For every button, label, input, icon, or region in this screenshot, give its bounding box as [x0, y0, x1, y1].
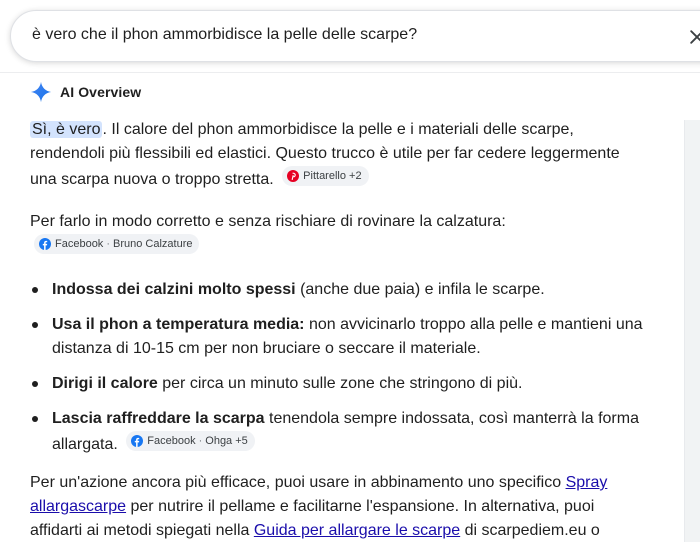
pinterest-icon — [287, 170, 299, 182]
highlighted-answer: Sì, è vero — [32, 121, 101, 138]
spray-link[interactable]: Spray allargascarpe — [30, 474, 608, 515]
list-item — [30, 372, 650, 396]
source-chip-ohga[interactable]: Facebook · Ohga +5 — [126, 431, 255, 451]
step-title: Dirigi il calore — [52, 375, 158, 392]
source-chip-pittarello[interactable] — [282, 166, 368, 186]
ai-overview-header — [30, 80, 141, 104]
step-text: (anche due paia) e infila le scarpe. — [295, 281, 545, 298]
source-chip-site: Facebook — [147, 435, 196, 447]
search-input[interactable]: è vero che il phon ammorbidisce la pelle delle scarpe? — [32, 26, 418, 43]
outro-paragraph — [30, 471, 650, 542]
close-icon[interactable] — [687, 27, 700, 47]
method-paragraph — [30, 210, 650, 260]
scrollbar[interactable] — [684, 120, 700, 542]
step-text: per circa un minuto sulle zone che stringono di più. — [157, 375, 523, 392]
list-item — [30, 278, 650, 302]
source-chip-author: Bruno Calzature — [112, 238, 193, 250]
step-title: Lascia raffreddare la scarpa — [52, 410, 265, 427]
search-bar[interactable] — [10, 10, 700, 62]
list-item — [30, 407, 650, 457]
step-title: Indossa dei calzini molto spessi — [52, 281, 296, 298]
source-chip-bruno-calzature[interactable]: Facebook · Bruno Calzature — [34, 234, 199, 254]
sparkle-icon — [30, 81, 52, 103]
intro-text: . Il calore del phon ammorbidisce la pelle e i materiali delle scarpe, rendendoli più flessibili ed elastici. Questo trucco è utile per far cedere leggermente una scarpa nuova o troppo stretta. — [30, 121, 620, 188]
step-title: Usa il phon a temperatura media: — [52, 316, 305, 333]
list-item — [30, 313, 650, 361]
step-text: non avvicinarlo troppo alla pelle e mantieni una distanza di 10-15 cm per non bruciare o seccare il materiale. — [52, 316, 643, 357]
source-chip-label: Pittarello +2 — [303, 170, 362, 182]
method-text: Per farlo in modo corretto e senza rischiare di rovinare la calzatura: — [30, 213, 506, 230]
source-chip-author: Ohga +5 — [205, 435, 248, 447]
outro-text: Per un'azione ancora più efficace, puoi usare in abbinamento uno specifico — [30, 474, 566, 491]
source-chip-site: Facebook — [55, 238, 104, 250]
step-text: tenendola sempre indossata, così manterrà la forma allargata. — [52, 410, 639, 453]
facebook-icon — [131, 435, 143, 447]
outro-text: di scarpediem.eu o — [460, 522, 600, 539]
guide-link[interactable]: Guida per allargare le scarpe — [253, 522, 461, 539]
facebook-icon — [39, 238, 51, 250]
outro-text: per nutrire il pellame e facilitarne l'espansione. In alternativa, puoi affidarti ai metodi spiegati nella — [30, 498, 595, 539]
steps-list — [30, 278, 650, 457]
divider — [0, 72, 700, 73]
intro-paragraph — [30, 118, 650, 192]
ai-overview-title: AI Overview — [60, 84, 142, 100]
ai-overview-content — [30, 118, 650, 542]
